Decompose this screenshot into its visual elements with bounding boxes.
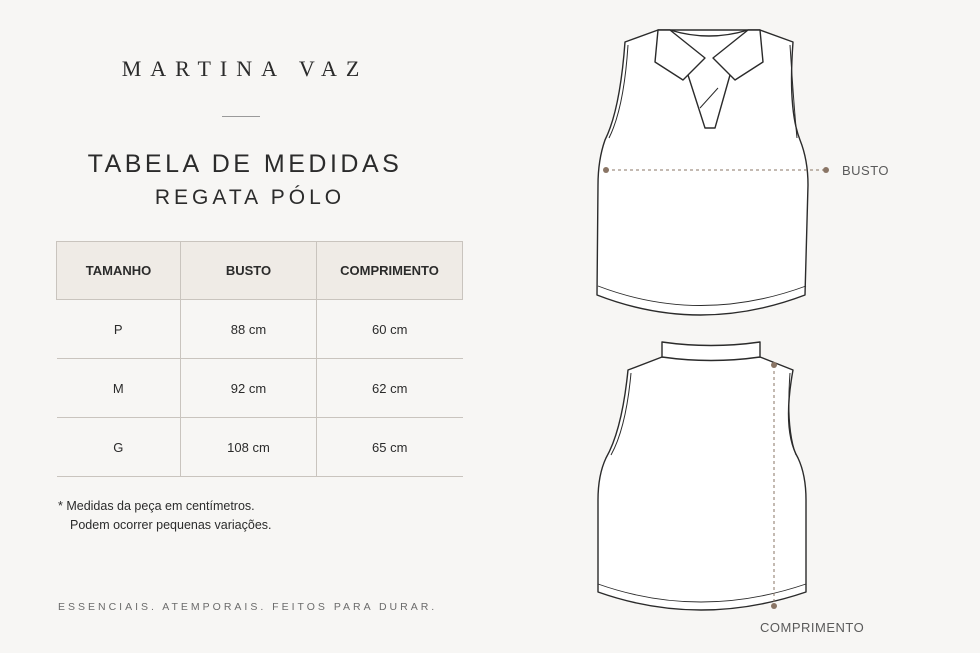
busto-marker-right [823, 167, 829, 173]
page-title: TABELA DE MEDIDAS [87, 150, 403, 178]
size-cell: M [57, 359, 181, 418]
back-collar [662, 342, 760, 361]
front-body-outline [597, 30, 808, 315]
header-tamanho: TAMANHO [57, 242, 181, 300]
size-cell: G [57, 418, 181, 477]
note-line-2: Podem ocorrer pequenas variações. [70, 518, 272, 532]
header-comprimento: COMPRIMENTO [317, 242, 463, 300]
busto-marker-left [603, 167, 609, 173]
busto-label: BUSTO [842, 163, 890, 178]
busto-cell: 92 cm [181, 359, 317, 418]
size-cell: P [113, 321, 123, 337]
note-line-1: * Medidas da peça em centímetros. [58, 499, 255, 513]
page-subtitle: REGATA PÓLO [154, 186, 346, 209]
back-body-outline [598, 357, 806, 610]
header-busto: BUSTO [181, 242, 317, 300]
busto-cell: 88 cm [181, 300, 317, 359]
brand-name: MARTINA VAZ [121, 56, 369, 81]
tagline: ESSENCIAIS. ATEMPORAIS. FEITOS PARA DURAR. [58, 601, 438, 613]
comprimento-cell: 60 cm [317, 300, 463, 359]
comprimento-cell: 65 cm [317, 418, 463, 477]
front-view-drawing [597, 30, 808, 315]
comprimento-label: COMPRIMENTO [760, 620, 865, 635]
back-view-drawing [598, 342, 806, 610]
busto-cell: 108 cm [181, 418, 317, 477]
comprimento-marker-top [771, 362, 777, 368]
comprimento-marker-bottom [771, 603, 777, 609]
comprimento-cell: 62 cm [317, 359, 463, 418]
